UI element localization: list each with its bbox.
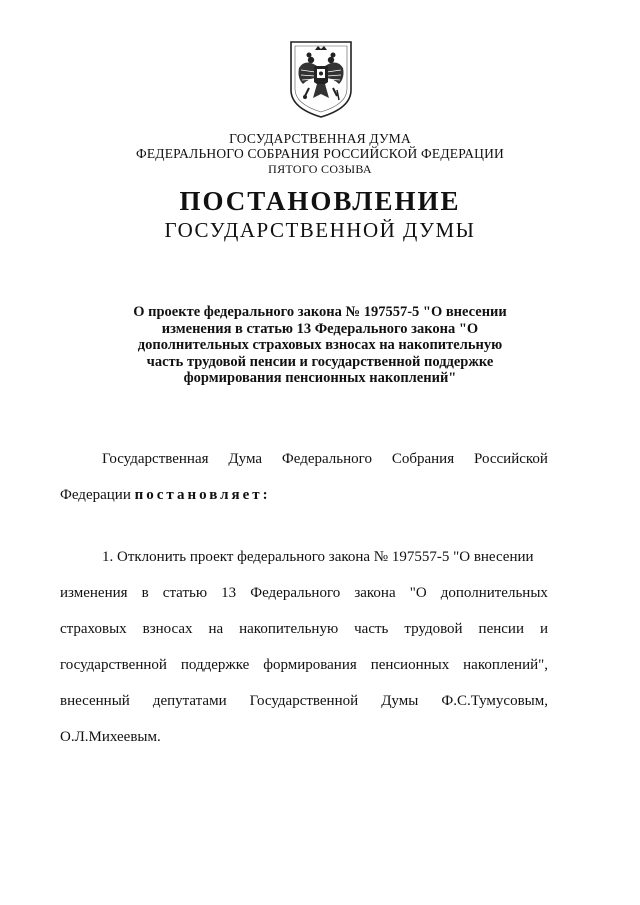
item-1-line-2 (60, 575, 548, 611)
word: и (539, 621, 548, 637)
word: 13 (221, 585, 237, 601)
word: на (208, 621, 224, 637)
word: пенсионных (370, 657, 450, 673)
word: Думы (381, 693, 419, 709)
state-emblem-icon (287, 38, 355, 120)
preamble-line-2 (60, 477, 548, 513)
word: часть (354, 621, 389, 637)
item-1-line-5 (60, 683, 548, 719)
subject-line: изменения в статью 13 Федерального закона "О (161, 320, 479, 337)
word: "О (409, 585, 427, 601)
word: статью (162, 585, 208, 601)
word: Государственной (249, 693, 359, 709)
word: пенсии (478, 621, 524, 637)
word: Собрания (391, 451, 455, 467)
word: государственной (60, 657, 167, 673)
subject-line: формирования пенсионных накоплений" (183, 370, 457, 386)
word: внесенный (60, 693, 130, 709)
org-line-3: ПЯТОГО СОЗЫВА (268, 162, 372, 176)
word: формирования (263, 657, 357, 673)
word: Российской (474, 451, 548, 467)
preamble-line-2-start: Федерации (60, 487, 131, 503)
word: Федерального (281, 451, 372, 467)
word: Дума (228, 451, 263, 467)
word: накоплений", (463, 657, 548, 673)
word: страховых (60, 621, 127, 637)
subject-line: О проекте федерального закона № 197557-5 "О внесении (133, 304, 507, 320)
subject-line: дополнительных страховых взносах на накопительную (137, 337, 503, 353)
org-line-2: ФЕДЕРАЛЬНОГО СОБРАНИЯ РОССИЙСКОЙ ФЕДЕРАЦИИ (136, 146, 504, 161)
document-subtitle: ГОСУДАРСТВЕННОЙ ДУМЫ (164, 218, 476, 242)
word: взносах (142, 621, 193, 637)
word: накопительную (239, 621, 339, 637)
item-1-line-4 (60, 647, 548, 683)
decree-word: постановляет: (134, 487, 271, 503)
word: трудовой (404, 621, 463, 637)
word: Федерального (250, 585, 341, 601)
item-1-paragraph (60, 539, 548, 755)
document-title: ПОСТАНОВЛЕНИЕ (179, 186, 461, 216)
word: Ф.С.Тумусовым, (441, 693, 548, 709)
item-1-line-3 (60, 611, 548, 647)
org-line-1: ГОСУДАРСТВЕННАЯ ДУМА (229, 131, 411, 146)
word: дополнительных (440, 585, 548, 601)
word: депутатами (152, 693, 227, 709)
document-subject (100, 304, 540, 387)
item-1-line-1: 1. Отклонить проект федерального закона № 197557-5 "О внесении (102, 549, 534, 565)
subject-line: часть трудовой пенсии и государственной поддержке (146, 353, 494, 370)
word: Государственная (102, 451, 209, 467)
word: закона (354, 585, 396, 601)
preamble-paragraph (60, 441, 548, 513)
preamble-line-1 (60, 441, 548, 477)
word: в (141, 585, 149, 601)
item-1-line-6: О.Л.Михеевым. (60, 729, 161, 745)
word: поддержке (180, 657, 250, 673)
word: изменения (60, 585, 128, 601)
